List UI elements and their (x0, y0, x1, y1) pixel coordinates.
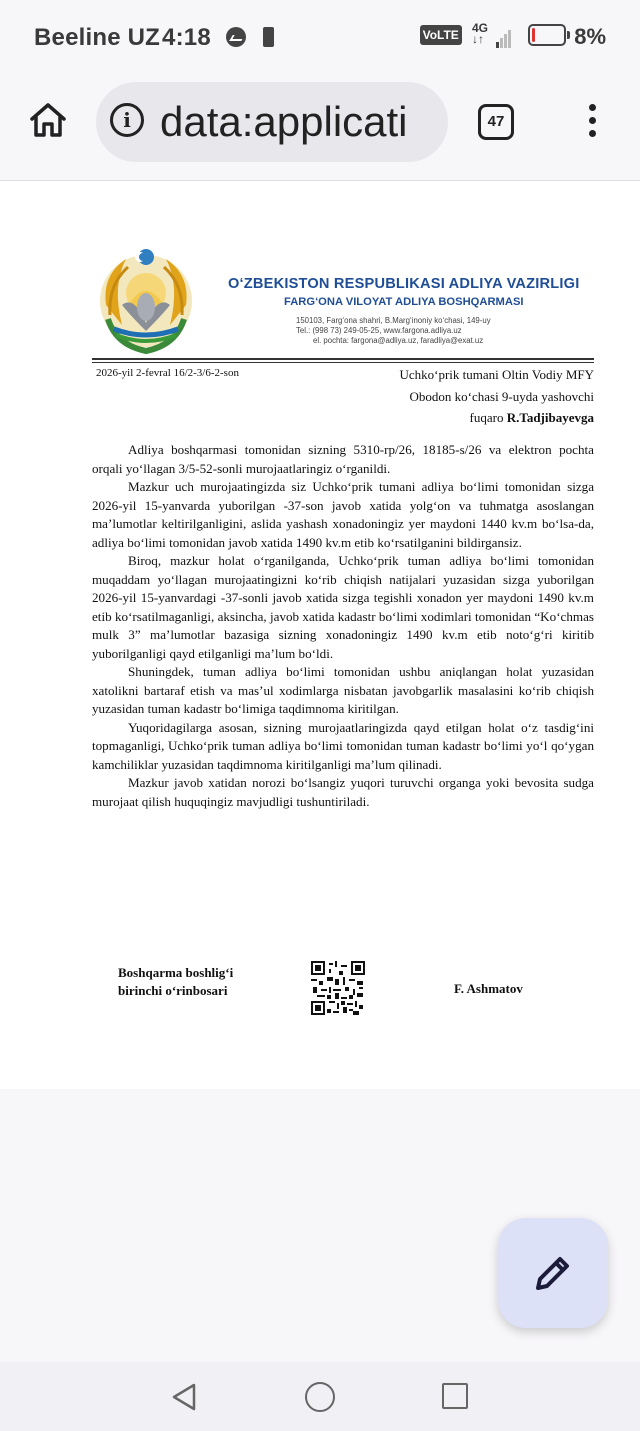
email-line: el. pochta: fargona@adliya.uz, faradliya@exat.uz (313, 336, 484, 345)
status-left (34, 24, 274, 52)
qr-code-icon (311, 961, 365, 1015)
letterhead-divider-thin (92, 362, 594, 363)
pencil-icon (532, 1252, 574, 1294)
signal-icon (496, 22, 512, 48)
carrier-name: Beeline UZ (34, 24, 161, 51)
battery-icon (528, 24, 566, 46)
letterhead-divider (92, 358, 594, 360)
recipient-line-1: Uchko‘prik tumani Oltin Vodiy MFY (399, 367, 594, 382)
body-paragraph: Biroq, mazkur holat o‘rganilganda, Uchko‘prik tuman adliya bo‘limi tomonidan muqaddam yo‘llagan murojaatingizni ko‘rib chiqish natijalari yuzasidan sizga yuborilgan 2026-yil 15-yanvardagi -37-sonli javob xatida sizga tegishli xonadon yer maydoni 1490 kv.m etib ko‘rsatilmaganligi, aksincha, javob xatida kadastr bo‘limi xodimlari tomonidan “Ko‘chmas mulk 3” ma’lumotlar bazasiga sizning xonadoningiz 1490 kv.m etib noto‘g‘ri kiritib yuborilganligi qayd etilganligi ma’lum bo‘ldi. (92, 553, 594, 661)
recipient-line-3: fuqaro R.Tadjibayevga (469, 410, 594, 425)
body-paragraph: Mazkur javob xatidan norozi bo‘lsangiz yuqori turuvchi organga yoki bevosita sudga murojaat qilish huquqingiz mavjudligi tushuntiriladi. (92, 775, 594, 809)
home-icon (28, 100, 68, 140)
recipient-line-2: Obodon ko‘chasi 9-uyda yashovchi (409, 389, 594, 404)
battery-percent: 8% (574, 24, 606, 49)
home-nav-icon[interactable] (305, 1382, 335, 1412)
sim-icon (263, 27, 274, 47)
edit-fab-button[interactable] (498, 1218, 608, 1328)
signatory-name: F. Ashmatov (454, 981, 523, 996)
status-right (420, 21, 606, 51)
document-page (0, 181, 640, 1089)
info-icon[interactable] (110, 103, 144, 137)
document-reference: 2026-yil 2-fevral 16/2-3/6-2-son (96, 367, 239, 379)
more-vert-icon[interactable] (584, 104, 600, 144)
signatory-title: Boshqarma boshlig‘i birinchi o‘rinbosari (118, 965, 234, 998)
messenger-icon (226, 27, 246, 47)
state-emblem-icon (92, 245, 200, 357)
body-paragraph: Adliya boshqarmasi tomonidan sizning 5310-rp/26, 18185-s/26 va elektron pochta orqali yo‘llagan 3/5-52-sonli murojaatlaringiz o‘rganildi. (92, 442, 594, 476)
network-type: 4G ↓↑ (471, 21, 488, 47)
department-title: FARG‘ONA VILOYAT ADLIYA BOSHQARMASI (284, 296, 524, 308)
body-paragraph: Yuqoridagilarga asosan, sizning murojaatlaringizda qayd etilgan holat o‘z tasdig‘ini topmaganligi, Uchko‘prik tuman adliya bo‘limi tomonidan tuman kadastr bo‘limi yo‘l qo‘ygan kamchiliklar yuzasidan taqdimnoma kiritilganligi ma’lum qilinadi. (92, 719, 594, 772)
letter-body (92, 441, 594, 811)
browser-toolbar (0, 76, 640, 181)
home-button[interactable] (28, 100, 68, 140)
clock: 4:18 (162, 24, 211, 51)
volte-badge: VoLTE (420, 25, 462, 45)
back-icon[interactable] (170, 1382, 198, 1412)
body-paragraph: Shuningdek, tuman adliya bo‘limi tomonidan ushbu aniqlangan holat yuzasidan xatolikni bartaraf etish va mas’ul xodimlarga nisbatan javobgarlik masalasini ko‘rib chiqish yuzasidan tuman kadastr bo‘limiga taqdimnoma kiritilgan. (92, 664, 594, 716)
status-bar (0, 0, 640, 76)
tab-switcher-button[interactable]: 47 (478, 104, 514, 140)
ministry-title: O‘ZBEKISTON RESPUBLIKASI ADLIYA VAZIRLIGI (228, 276, 580, 292)
recipient-name: R.Tadjibayevga (506, 410, 594, 425)
system-nav-bar (0, 1362, 640, 1431)
url-text[interactable]: data:applicati (160, 98, 408, 145)
phone-line: Tel.: (998 73) 249-05-25, www.fargona.adliya.uz (296, 326, 462, 335)
address-bar[interactable] (96, 82, 448, 162)
address-line: 150103, Farg‘ona shahri, B.Marg‘inoniy ko‘chasi, 149-uy (296, 316, 491, 325)
recents-icon[interactable] (442, 1383, 468, 1409)
body-paragraph: Mazkur uch murojaatingizda siz Uchko‘prik tumani adliya bo‘limi tomonidan sizga 2026-yil 15-yanvarda yuborilgan -37-son javob xatida yolg‘on va tuhmatga asoslangan ma’lumotlar keltirilganligini, aslida yashash xonadoningiz yer maydoni 1440 kv.m bo‘lsa-da, adliya bo‘limi tomonidan javob xatida 1490 kv.m etib ko‘rsatilganini bildirgansiz. (92, 479, 594, 550)
